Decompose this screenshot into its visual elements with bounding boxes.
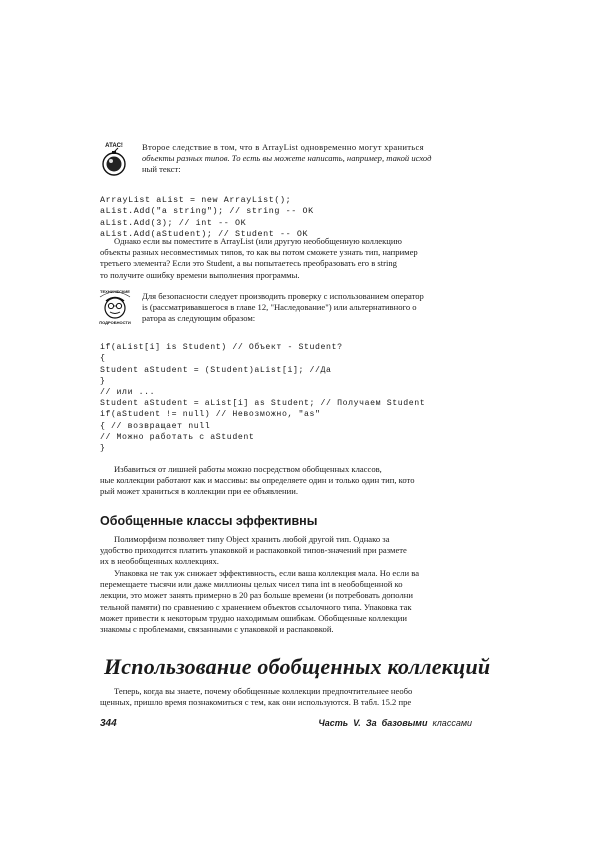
note-line: Второе следствие в том, что в ArrayList одновременно могут храниться (142, 142, 424, 152)
code-line: { (100, 354, 106, 364)
paragraph-line: Избавиться от лишней работы можно посредством обобщенных классов, (114, 464, 382, 474)
code-line: } (100, 444, 106, 454)
footer-part-rest: классами (432, 718, 472, 728)
paragraph-line: знакомы с проблемами, связанными с упаковкой и распаковкой. (100, 624, 334, 635)
note-line: объекты разных типов. То есть вы можете написать, например, такой исход (142, 153, 432, 164)
paragraph-line: то получите ошибку времени выполнения программы. (100, 269, 300, 280)
code-line: if(aStudent != null) // Невозможно, "as" (100, 410, 321, 420)
paragraph-line: тельной памяти) по сравнению с хранением объектов ссылочного типа. Упаковка так (100, 601, 412, 612)
code-line: // или ... (100, 388, 156, 398)
paragraph-line: третьего элемента? Если это Student, а вы попытаетесь преобразовать его в string (100, 258, 397, 269)
code-line: Student aStudent = aList[i] as Student; // Получаем Student (100, 399, 426, 409)
chapter-heading: Использование обобщенных коллекций (104, 654, 491, 679)
paragraph-line: лекции, это может занять примерно в 20 раз больше времени (и потребовать дополни (100, 590, 413, 601)
section-heading: Обобщенные классы эффективны (100, 514, 318, 528)
paragraph-line: щенных, пришло время познакомиться с тем, как они используются. В табл. 15.2 пре (100, 697, 412, 708)
footer-part-label: Часть (318, 718, 349, 728)
paragraph-line: Полиморфизм позволяет типу Object хранить любой другой тип. Однако за (114, 534, 390, 544)
code-line: aList.Add(3); // int -- OK (100, 217, 247, 228)
note-line: ный текст: (142, 164, 181, 175)
code-line: if(aList[i] is Student) // Объект - Student? (100, 343, 343, 353)
code-line: Student aStudent = (Student)aList[i]; //Да (100, 365, 332, 375)
code-block-type-check (100, 331, 472, 465)
note-line: is (рассматривавшегося в главе 12, "Наследование") или альтернативного о (142, 302, 417, 313)
attention-note (142, 142, 472, 176)
footer-part-number: V. (353, 718, 361, 728)
technical-details-icon (97, 286, 133, 326)
paragraph (100, 686, 472, 708)
paragraph-line: рый может храниться в коллекции при ее объявлении. (100, 486, 298, 497)
page-number: 344 (100, 718, 117, 729)
footer-part-bold: базовыми (381, 718, 428, 728)
code-line: ArrayList aList = new ArrayList(); (100, 195, 292, 206)
note-line: Для безопасности следует производить проверку с использованием оператор (142, 291, 424, 301)
paragraph-line: удобство приходится платить упаковкой и распаковкой типов-значений при размете (100, 545, 407, 556)
code-line: aList.Add("a string"); // string -- OK (100, 206, 314, 217)
icon-label-top: ТЕХНИЧЕСКИЕ (100, 289, 130, 294)
note-line: ратора as следующим образом: (142, 313, 256, 324)
code-line: { // возвращает null (100, 421, 211, 431)
footer-part-word: За (365, 718, 377, 728)
paragraph-line: Однако если вы поместите в ArrayList (или другую необобщенную коллекцию (114, 236, 402, 246)
paragraph (100, 534, 472, 568)
code-line: // Можно работать с aStudent (100, 432, 255, 442)
paragraph (100, 236, 472, 281)
paragraph (100, 464, 472, 498)
paragraph-line: ные коллекции работают как и массивы: вы определяете один и только один тип, кото (100, 475, 415, 486)
paragraph-line: Упаковка не так уж снижает эффективность, если ваша коллекция мала. Но если ва (114, 568, 420, 578)
paragraph-line: может привести к некоторым трудно находимым ошибкам. Обобщенные коллекции (100, 612, 407, 623)
icon-label-bottom: ПОДРОБНОСТИ (99, 320, 131, 325)
paragraph-line: их в необобщенных коллекциях. (100, 556, 219, 567)
technical-note (142, 291, 472, 325)
code-line: aList.Add(aStudent); // Student -- OK (100, 228, 309, 239)
icon-label: АТАС! (105, 143, 123, 149)
bomb-attention-icon (99, 139, 129, 179)
paragraph (100, 568, 472, 635)
paragraph-line: объекты разных несовместимых типов, то как вы потом сможете узнать тип, например (100, 247, 418, 258)
paragraph-line: перемещаете тысячи или даже миллионы целых чисел типа int в необобщенной ко (100, 579, 403, 590)
paragraph-line: Теперь, когда вы знаете, почему обобщенные коллекции предпочтительнее необо (114, 686, 413, 696)
running-footer (318, 718, 472, 728)
code-line: } (100, 376, 106, 386)
